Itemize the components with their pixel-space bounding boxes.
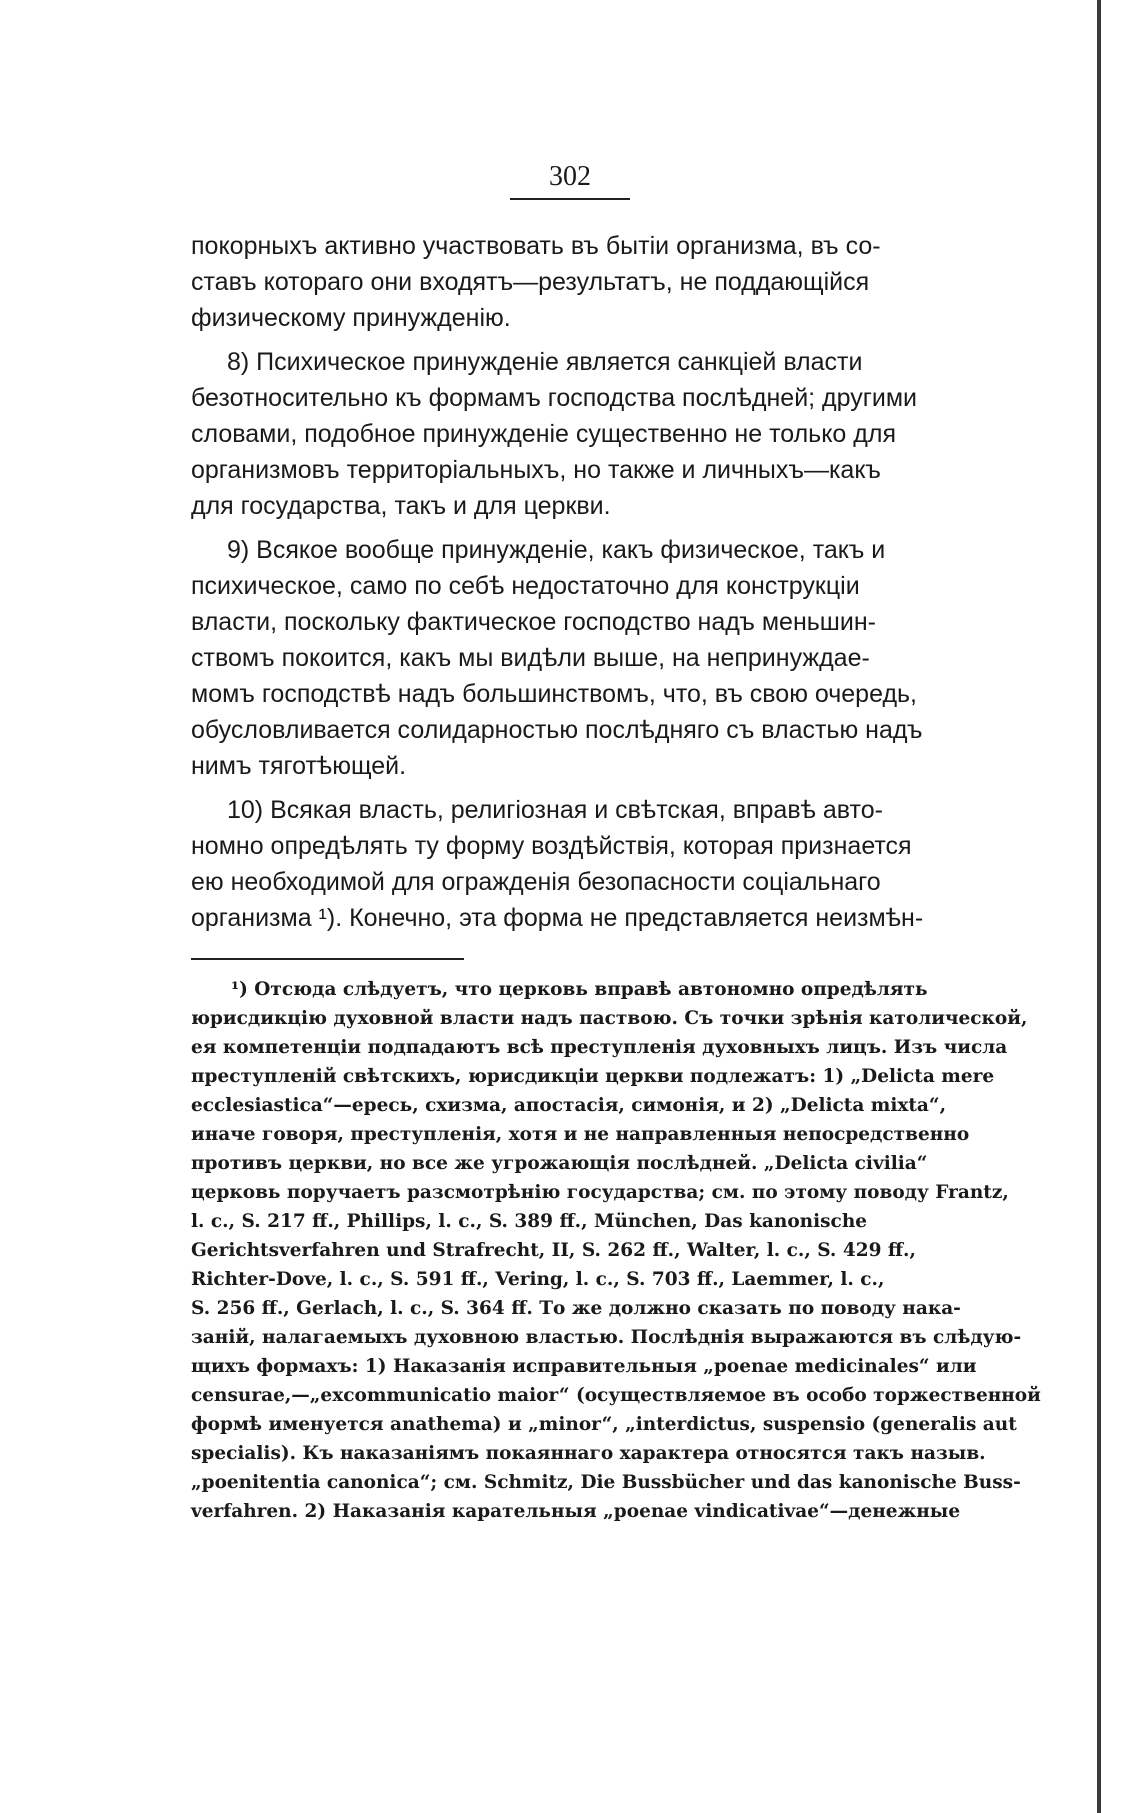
text-line: физическому принужденію.: [191, 304, 511, 332]
text-line: для государства, такъ и для церкви.: [191, 492, 611, 520]
text-line: момъ господствѣ надъ большинствомъ, что, въ свою очередь,: [191, 680, 918, 708]
footnote-line: Gerichtsverfahren und Strafrecht, II, S. 262 ff., Walter, l. c., S. 429 ff.,: [191, 1240, 916, 1261]
text-line: безотносительно къ формамъ господства послѣдней; другими: [191, 384, 918, 412]
text-line: власти, поскольку фактическое господство надъ меньшин-: [191, 608, 876, 636]
paragraph-8-start: 8) Психическое принужденіе является санкціей власти: [227, 348, 863, 376]
text-line: нимъ тяготѣющей.: [191, 752, 407, 780]
footnote-line: Richter-Dove, l. c., S. 591 ff., Vering, l. c., S. 703 ff., Laemmer, l. c.,: [191, 1269, 885, 1290]
page-number: 302: [510, 160, 630, 200]
footnote-line: censurae,—„excommunicatio maior“ (осуществляемое въ особо торжественной: [191, 1385, 1041, 1406]
footnote-separator: [191, 958, 464, 960]
text-line: словами, подобное принужденіе существенно не только для: [191, 420, 896, 448]
text-line: номно опредѣлять ту форму воздѣйствія, которая признается: [191, 832, 912, 860]
text-line: организма ¹). Конечно, эта форма не представляется неизмѣн-: [191, 904, 924, 932]
text-line: ставъ котораго они входятъ—результатъ, не поддающійся: [191, 268, 870, 296]
footnote-line: противъ церкви, но все же угрожающія послѣдней. „Delicta civilia“: [191, 1153, 928, 1174]
text-line: ствомъ покоится, какъ мы видѣли выше, на непринуждае-: [191, 644, 870, 672]
text-line: ею необходимой для огражденія безопасности соціальнаго: [191, 868, 881, 896]
main-text: [191, 228, 1011, 936]
footnote-line: церковь поручаетъ разсмотрѣнію государства; см. по этому поводу Frantz,: [191, 1182, 1009, 1203]
text-line: психическое, само по себѣ недостаточно для конструкціи: [191, 572, 860, 600]
footnote-line: ecclesiastica“—ересь, схизма, апостасія, симонія, и 2) „Delicta mixta“,: [191, 1095, 947, 1116]
footnote-line: specialis). Къ наказаніямъ покаяннаго характера относятся такъ назыв.: [191, 1443, 986, 1464]
footnote-line: заній, налагаемыхъ духовною властью. Послѣднія выражаются въ слѣдую-: [191, 1327, 1022, 1348]
footnote-line: ея компетенціи подпадаютъ всѣ преступленія духовныхъ лицъ. Изъ числа: [191, 1037, 1008, 1058]
page-edge-shadow: [1097, 0, 1101, 1813]
footnote-line: щихъ формахъ: 1) Наказанія исправительныя „poenae medicinales“ или: [191, 1356, 977, 1377]
footnote-line: verfahren. 2) Наказанія карательныя „poenae vindicativae“—денежные: [191, 1501, 961, 1522]
text-line: обусловливается солидарностью послѣдняго съ властью надъ: [191, 716, 923, 744]
text-line: покорныхъ активно участвовать въ бытіи организма, въ со-: [191, 232, 881, 260]
footnotes: [191, 975, 1041, 1526]
footnote-line: юрисдикцію духовной власти надъ паствою. Съ точки зрѣнія католической,: [191, 1008, 1028, 1029]
footnote-line: S. 256 ff., Gerlach, l. c., S. 364 ff. То же должно сказать по поводу нака-: [191, 1298, 961, 1319]
paragraph-9-start: 9) Всякое вообще принужденіе, какъ физическое, такъ и: [227, 536, 886, 564]
text-line: организмовъ территоріальныхъ, но также и личныхъ—какъ: [191, 456, 881, 484]
footnote-start: ¹) Отсюда слѣдуетъ, что церковь вправѣ автономно опредѣлять: [231, 979, 928, 1000]
footnote-line: l. c., S. 217 ff., Phillips, l. c., S. 389 ff., München, Das kanonische: [191, 1211, 868, 1232]
footnote-line: преступленій свѣтскихъ, юрисдикціи церкви подлежатъ: 1) „Delicta mere: [191, 1066, 995, 1087]
paragraph-10-start: 10) Всякая власть, религіозная и свѣтская, вправѣ авто-: [227, 796, 883, 824]
footnote-line: „poenitentia canonica“; см. Schmitz, Die Bussbücher und das kanonische Buss-: [191, 1472, 1021, 1493]
footnote-line: формѣ именуется anathema) и „minor“, „interdictus, suspensio (generalis aut: [191, 1414, 1017, 1435]
footnote-line: иначе говоря, преступленія, хотя и не направленныя непосредственно: [191, 1124, 970, 1145]
